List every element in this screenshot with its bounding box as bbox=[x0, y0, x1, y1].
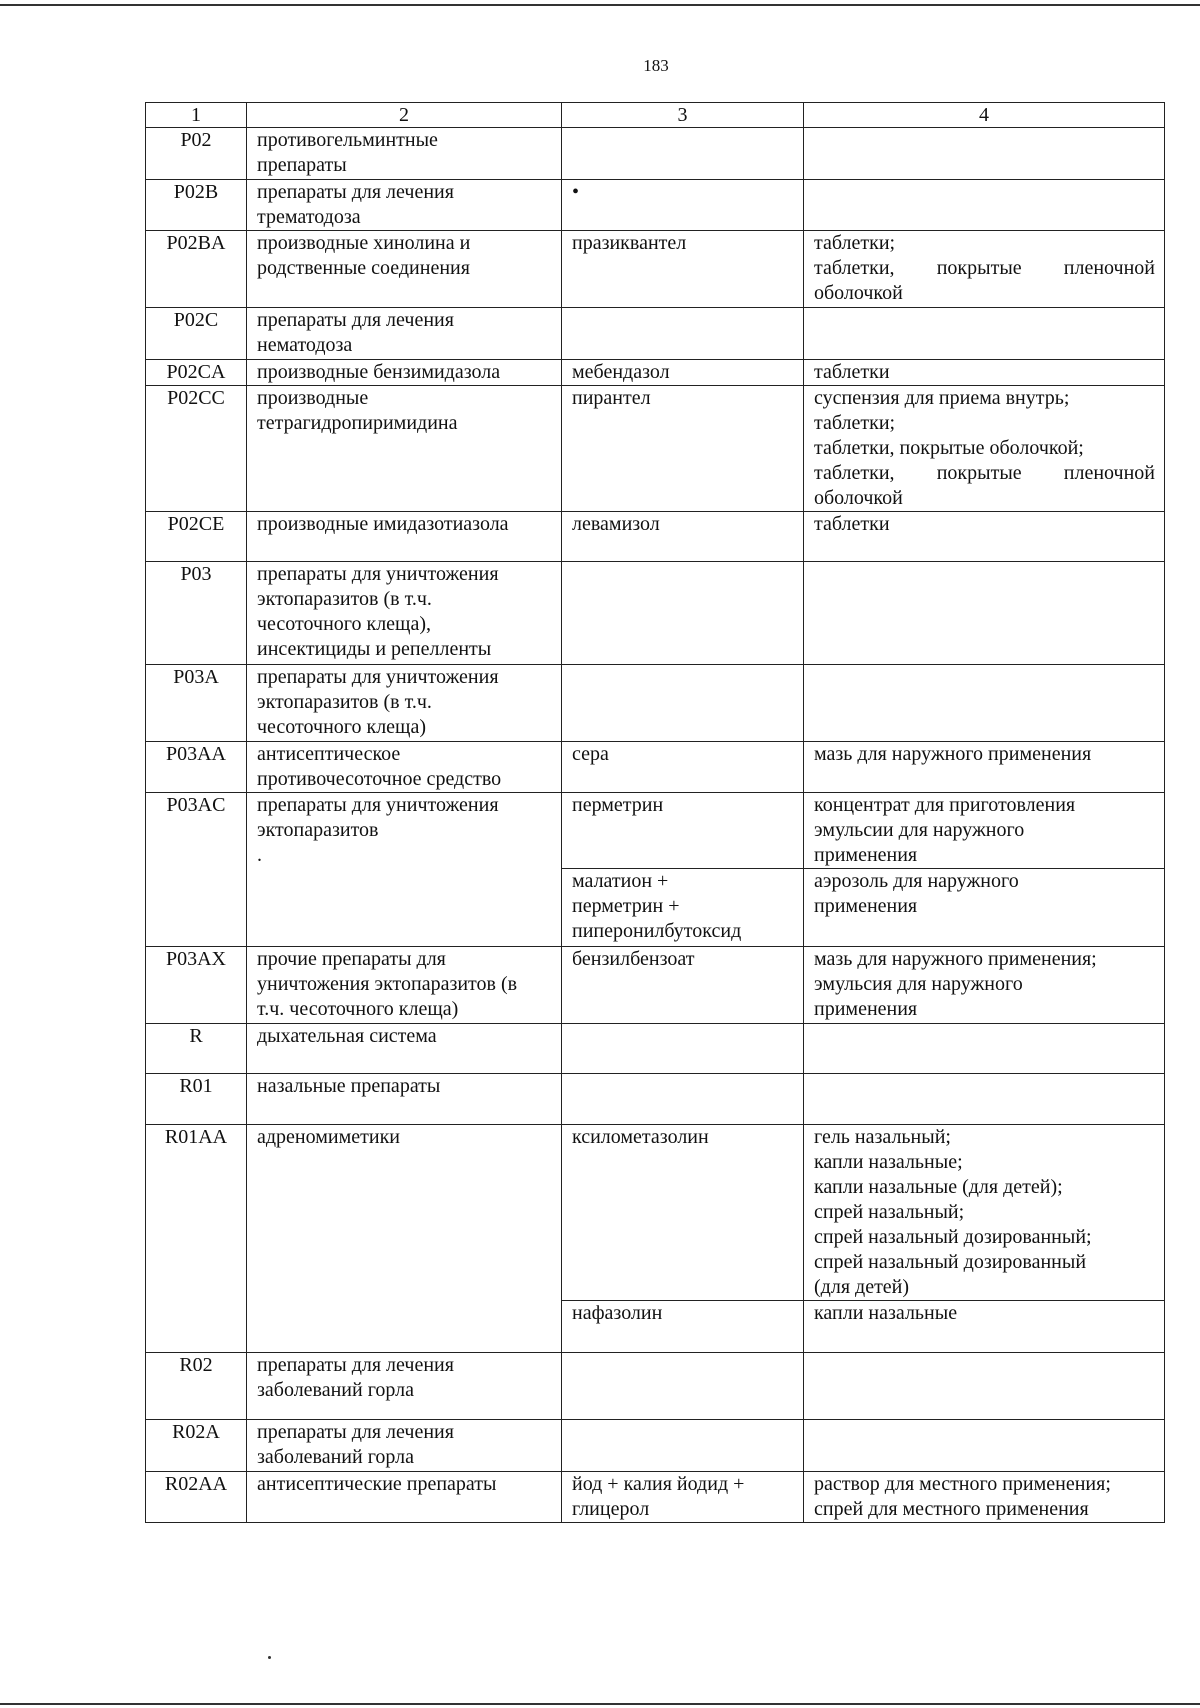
group-name-line: препараты для уничтожения bbox=[257, 794, 499, 816]
group-name-cell bbox=[247, 1472, 562, 1523]
drug-name-line: нафазолин bbox=[572, 1302, 663, 1324]
drug-name-cell bbox=[562, 665, 804, 742]
form-word: таблетки, bbox=[814, 257, 895, 279]
table-row bbox=[146, 128, 1165, 180]
atc-code-cell: P02CA bbox=[146, 360, 247, 386]
group-name-line: адреномиметики bbox=[257, 1126, 401, 1148]
dosage-form-cell bbox=[804, 1301, 1165, 1353]
drug-name-cell bbox=[562, 180, 804, 231]
form-word: покрытые bbox=[936, 257, 1022, 279]
drug-name-cell bbox=[562, 1125, 804, 1301]
group-name-line: тетрагидропиримидина bbox=[257, 412, 458, 434]
atc-code-cell: P03AX bbox=[146, 947, 247, 1024]
dosage-form-cell bbox=[804, 1472, 1165, 1523]
drug-table bbox=[145, 102, 1165, 1523]
table-row bbox=[146, 386, 1165, 512]
atc-code-cell: R02 bbox=[146, 1353, 247, 1420]
form-line-justified bbox=[814, 461, 1155, 486]
form-line: таблетки; bbox=[814, 412, 896, 434]
form-line: спрей назальный дозированный bbox=[814, 1251, 1087, 1273]
atc-code-cell: P02B bbox=[146, 180, 247, 231]
form-line: концентрат для приготовления bbox=[814, 794, 1076, 816]
form-line: таблетки, покрытые оболочкой; bbox=[814, 437, 1084, 459]
drug-name-cell bbox=[562, 128, 804, 180]
group-name-cell bbox=[247, 308, 562, 360]
drug-name-line: празиквантел bbox=[572, 232, 687, 254]
drug-name-line: глицерол bbox=[572, 1498, 650, 1520]
atc-code-cell: P03AA bbox=[146, 742, 247, 793]
group-name-cell bbox=[247, 1125, 562, 1353]
form-line: капли назальные bbox=[814, 1302, 958, 1324]
group-name-cell bbox=[247, 742, 562, 793]
drug-name-cell bbox=[562, 742, 804, 793]
group-name-line: чесоточного клеща) bbox=[257, 716, 426, 738]
form-line: мазь для наружного применения; bbox=[814, 948, 1097, 970]
group-name-line: препараты для лечения bbox=[257, 1421, 454, 1443]
table-row bbox=[146, 308, 1165, 360]
group-name-line: прочие препараты для bbox=[257, 948, 446, 970]
atc-code-cell: R bbox=[146, 1024, 247, 1074]
form-line: спрей назальный; bbox=[814, 1201, 965, 1223]
atc-code-cell: P02CC bbox=[146, 386, 247, 512]
form-line: раствор для местного применения; bbox=[814, 1473, 1111, 1495]
form-line: спрей назальный дозированный; bbox=[814, 1226, 1092, 1248]
form-line: аэрозоль для наружного bbox=[814, 870, 1019, 892]
drug-name-cell bbox=[562, 231, 804, 308]
drug-name-cell bbox=[562, 512, 804, 562]
table-row bbox=[146, 742, 1165, 793]
dosage-form-cell bbox=[804, 386, 1165, 512]
header-row bbox=[146, 103, 1165, 128]
drug-name-line: левамизол bbox=[572, 513, 660, 535]
drug-name-cell bbox=[562, 386, 804, 512]
group-name-line: производные бензимидазола bbox=[257, 361, 501, 383]
group-name-cell bbox=[247, 665, 562, 742]
atc-code-cell: P03 bbox=[146, 562, 247, 665]
drug-name-line: мебендазол bbox=[572, 361, 670, 383]
bottom-rule bbox=[0, 1703, 1200, 1705]
drug-name-cell bbox=[562, 869, 804, 947]
form-line: таблетки bbox=[814, 361, 890, 383]
group-name-cell bbox=[247, 128, 562, 180]
atc-code-cell: R01 bbox=[146, 1074, 247, 1125]
form-line: эмульсии для наружного bbox=[814, 819, 1025, 841]
drug-name-cell bbox=[562, 1420, 804, 1472]
form-line: суспензия для приема внутрь; bbox=[814, 387, 1070, 409]
atc-code-cell: P03AC bbox=[146, 793, 247, 947]
drug-name-cell bbox=[562, 562, 804, 665]
table-row bbox=[146, 947, 1165, 1024]
group-name-line: противогельминтные bbox=[257, 129, 438, 151]
drug-name-line: пиперонилбутоксид bbox=[572, 920, 742, 942]
atc-code-cell: P02BA bbox=[146, 231, 247, 308]
dosage-form-cell bbox=[804, 180, 1165, 231]
atc-code-cell: P02C bbox=[146, 308, 247, 360]
dosage-form-cell bbox=[804, 1353, 1165, 1420]
group-name-cell bbox=[247, 793, 562, 947]
dosage-form-cell bbox=[804, 947, 1165, 1024]
group-name-line: производные хинолина и bbox=[257, 232, 471, 254]
form-word: покрытые bbox=[936, 462, 1022, 484]
drug-name-line: пирантел bbox=[572, 387, 651, 409]
drug-name-line: сера bbox=[572, 743, 609, 765]
table-body bbox=[146, 128, 1165, 1523]
table-row bbox=[146, 1074, 1165, 1125]
group-name-line: препараты для уничтожения bbox=[257, 666, 499, 688]
dosage-form-cell bbox=[804, 231, 1165, 308]
group-name-cell bbox=[247, 1024, 562, 1074]
form-line: спрей для местного применения bbox=[814, 1498, 1089, 1520]
drug-name-line: ксилометазолин bbox=[572, 1126, 709, 1148]
form-line: капли назальные (для детей); bbox=[814, 1176, 1063, 1198]
dosage-form-cell bbox=[804, 308, 1165, 360]
form-line: капли назальные; bbox=[814, 1151, 963, 1173]
group-name-line: препараты для лечения bbox=[257, 309, 454, 331]
drug-name-cell bbox=[562, 947, 804, 1024]
table-row bbox=[146, 1472, 1165, 1523]
atc-code-cell: R02AA bbox=[146, 1472, 247, 1523]
dosage-form-cell bbox=[804, 1024, 1165, 1074]
group-name-cell bbox=[247, 947, 562, 1024]
group-name-line: препараты bbox=[257, 154, 347, 176]
dosage-form-cell bbox=[804, 665, 1165, 742]
form-line: оболочкой bbox=[814, 487, 903, 509]
group-name-line: дыхательная система bbox=[257, 1025, 437, 1047]
drug-name-cell bbox=[562, 1472, 804, 1523]
drug-name-line: бензилбензоат bbox=[572, 948, 695, 970]
dosage-form-cell bbox=[804, 360, 1165, 386]
drug-name-line: йод + калия йодид + bbox=[572, 1473, 745, 1495]
table-row bbox=[146, 562, 1165, 665]
header-col-1: 1 bbox=[146, 103, 247, 128]
dosage-form-cell bbox=[804, 512, 1165, 562]
form-line: гель назальный; bbox=[814, 1126, 951, 1148]
group-name-cell bbox=[247, 1353, 562, 1420]
table-row bbox=[146, 793, 1165, 869]
drug-name-line: • bbox=[572, 181, 580, 203]
atc-code-cell: P03A bbox=[146, 665, 247, 742]
group-name-cell bbox=[247, 562, 562, 665]
header-col-2: 2 bbox=[247, 103, 562, 128]
drug-name-line: перметрин + bbox=[572, 895, 680, 917]
form-word: таблетки, bbox=[814, 462, 895, 484]
group-name-line: уничтожения эктопаразитов (в bbox=[257, 973, 518, 995]
dosage-form-cell bbox=[804, 742, 1165, 793]
dosage-form-cell bbox=[804, 1125, 1165, 1301]
form-line: эмульсия для наружного bbox=[814, 973, 1023, 995]
group-name-line: эктопаразитов bbox=[257, 819, 379, 841]
drug-name-line: перметрин bbox=[572, 794, 664, 816]
drug-name-cell bbox=[562, 1301, 804, 1353]
group-name-line: нематодоза bbox=[257, 334, 353, 356]
group-name-line: противочесоточное средство bbox=[257, 768, 502, 790]
form-line: (для детей) bbox=[814, 1276, 910, 1298]
dosage-form-cell bbox=[804, 1074, 1165, 1125]
group-name-cell bbox=[247, 180, 562, 231]
group-name-line: препараты для уничтожения bbox=[257, 563, 499, 585]
dosage-form-cell bbox=[804, 793, 1165, 869]
group-name-line: антисептические препараты bbox=[257, 1473, 497, 1495]
group-name-cell bbox=[247, 360, 562, 386]
table-row bbox=[146, 360, 1165, 386]
group-name-line: трематодоза bbox=[257, 206, 361, 228]
form-line: применения bbox=[814, 844, 918, 866]
group-name-line: инсектициды и репелленты bbox=[257, 638, 492, 660]
group-name-cell bbox=[247, 1420, 562, 1472]
top-rule bbox=[0, 4, 1200, 6]
group-name-cell bbox=[247, 512, 562, 562]
group-name-line: препараты для лечения bbox=[257, 1354, 454, 1376]
form-line: применения bbox=[814, 895, 918, 917]
table-header bbox=[146, 103, 1165, 128]
atc-code-cell: R02A bbox=[146, 1420, 247, 1472]
group-name-line: заболеваний горла bbox=[257, 1379, 415, 1401]
header-col-4: 4 bbox=[804, 103, 1165, 128]
form-line: оболочкой bbox=[814, 282, 903, 304]
form-word: пленочной bbox=[1063, 257, 1156, 279]
group-name-line: заболеваний горла bbox=[257, 1446, 415, 1468]
dosage-form-cell bbox=[804, 1420, 1165, 1472]
form-line: мазь для наружного применения bbox=[814, 743, 1092, 765]
group-name-line: т.ч. чесоточного клеща) bbox=[257, 998, 459, 1020]
atc-code-cell: P02CE bbox=[146, 512, 247, 562]
group-name-line: производные bbox=[257, 387, 369, 409]
table-row bbox=[146, 1125, 1165, 1301]
drug-name-cell bbox=[562, 793, 804, 869]
drug-name-cell bbox=[562, 1024, 804, 1074]
group-name-cell bbox=[247, 386, 562, 512]
page-number: 183 bbox=[643, 56, 669, 75]
table-row bbox=[146, 231, 1165, 308]
dosage-form-cell bbox=[804, 869, 1165, 947]
table-row bbox=[146, 180, 1165, 231]
drug-name-cell bbox=[562, 308, 804, 360]
form-line: применения bbox=[814, 998, 918, 1020]
drug-name-cell bbox=[562, 1074, 804, 1125]
group-name-cell bbox=[247, 231, 562, 308]
dosage-form-cell bbox=[804, 562, 1165, 665]
table-row bbox=[146, 1353, 1165, 1420]
drug-name-line: малатион + bbox=[572, 870, 669, 892]
group-name-line: чесоточного клеща), bbox=[257, 613, 431, 635]
group-name-line: родственные соединения bbox=[257, 257, 470, 279]
drug-name-cell bbox=[562, 1353, 804, 1420]
group-name-line: производные имидазотиазола bbox=[257, 513, 509, 535]
atc-code-cell: R01AA bbox=[146, 1125, 247, 1353]
header-col-3: 3 bbox=[562, 103, 804, 128]
group-name-line: препараты для лечения bbox=[257, 181, 454, 203]
dosage-form-cell bbox=[804, 128, 1165, 180]
group-name-line: эктопаразитов (в т.ч. bbox=[257, 588, 432, 610]
group-name-line: антисептическое bbox=[257, 743, 401, 765]
group-name-line: эктопаразитов (в т.ч. bbox=[257, 691, 432, 713]
table-row bbox=[146, 512, 1165, 562]
table-row bbox=[146, 1420, 1165, 1472]
stray-dot bbox=[268, 1656, 271, 1659]
form-line: таблетки bbox=[814, 513, 890, 535]
atc-code-cell: P02 bbox=[146, 128, 247, 180]
table-row bbox=[146, 665, 1165, 742]
drug-name-cell bbox=[562, 360, 804, 386]
group-name-line: . bbox=[257, 844, 262, 866]
group-name-line: назальные препараты bbox=[257, 1075, 441, 1097]
form-line-justified bbox=[814, 256, 1155, 281]
form-word: пленочной bbox=[1063, 462, 1156, 484]
table-row bbox=[146, 1024, 1165, 1074]
form-line: таблетки; bbox=[814, 232, 896, 254]
group-name-cell bbox=[247, 1074, 562, 1125]
